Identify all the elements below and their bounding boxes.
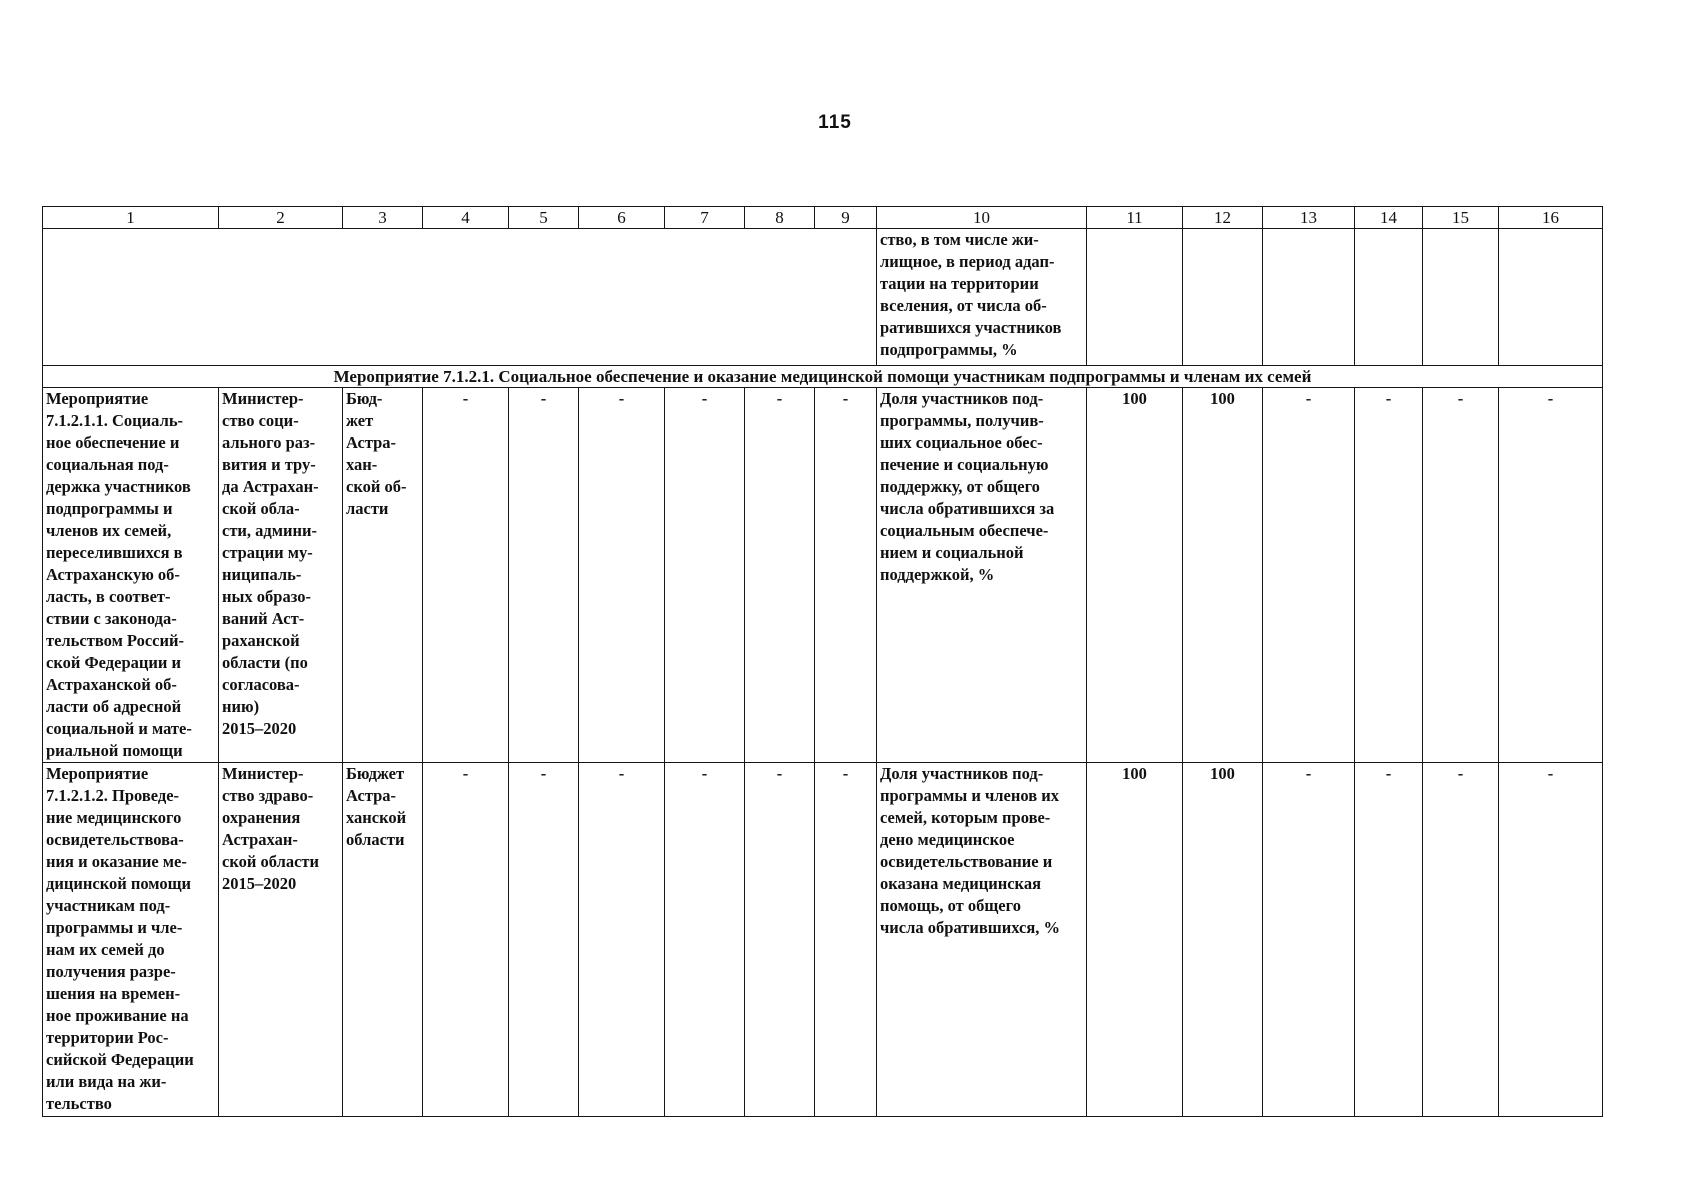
empty-cell — [1087, 229, 1183, 366]
column-number: 11 — [1087, 207, 1183, 229]
empty-cell — [1423, 229, 1499, 366]
table-row — [43, 388, 1603, 763]
section-title: Мероприятие 7.1.2.1. Социальное обеспечение и оказание медицинской помощи участникам подпрограммы и членам их семей — [43, 366, 1603, 388]
value-cell: - — [815, 388, 877, 763]
indicator-text: Доля участников под- программы и членов их семей, которым прове- дено медицинское освидетельствование и оказана медицинская помощь, от общего числа обратившихся, % — [880, 764, 1061, 937]
value-cell: - — [1423, 388, 1499, 763]
value-cell: - — [815, 763, 877, 1117]
value-cell: - — [1263, 388, 1355, 763]
column-number: 6 — [579, 207, 665, 229]
value-cell: - — [579, 763, 665, 1117]
executor-text: Министер- ство здраво- охранения Астрахан- ской области 2015–2020 — [222, 764, 320, 893]
value-cell: - — [1499, 388, 1603, 763]
measure-cell — [43, 763, 219, 1117]
column-number: 4 — [423, 207, 509, 229]
value-cell: - — [423, 763, 509, 1117]
indicator-cell — [877, 388, 1087, 763]
program-table — [42, 206, 1603, 1117]
column-number: 15 — [1423, 207, 1499, 229]
value-cell: - — [579, 388, 665, 763]
value-cell: - — [1263, 763, 1355, 1117]
column-number: 2 — [219, 207, 343, 229]
empty-cell — [1499, 229, 1603, 366]
value-cell: 100 — [1087, 763, 1183, 1117]
column-number: 12 — [1183, 207, 1263, 229]
value-cell: 100 — [1087, 388, 1183, 763]
source-cell — [343, 388, 423, 763]
column-number: 7 — [665, 207, 745, 229]
value-cell: - — [1499, 763, 1603, 1117]
column-number: 3 — [343, 207, 423, 229]
column-number: 8 — [745, 207, 815, 229]
value-cell: - — [665, 388, 745, 763]
indicator-cell — [877, 763, 1087, 1117]
measure-cell — [43, 388, 219, 763]
value-cell: - — [1423, 763, 1499, 1117]
table-row — [43, 763, 1603, 1117]
section-title-row — [43, 366, 1603, 388]
empty-cell — [1263, 229, 1355, 366]
value-cell: - — [423, 388, 509, 763]
value-cell: - — [1355, 388, 1423, 763]
measure-text: Мероприятие 7.1.2.1.2. Проведе- ние медицинского освидетельствова- ния и оказание ме- дицинской помощи участникам под- программы и чле- нам их семей до получения разре- шения на времен- ное проживание на территории Рос- сийской Федерации или вида на жи- тельство — [46, 764, 194, 1113]
value-cell: - — [509, 763, 579, 1117]
value-cell: - — [745, 763, 815, 1117]
value-cell: - — [509, 388, 579, 763]
indicator-text: Доля участников под- программы, получив- ших социальное обес- печение и социальную поддержку, от общего числа обратившихся за социальным обеспече- нием и социальной поддержкой, % — [880, 389, 1055, 584]
value-cell: - — [745, 388, 815, 763]
page-number: 115 — [818, 112, 852, 133]
value-cell: 100 — [1183, 763, 1263, 1117]
column-number: 10 — [877, 207, 1087, 229]
executor-text: Министер- ство соци- ального раз- вития и тру- да Астрахан- ской обла- сти, админи- страции му- ниципаль- ных образо- ваний Аст- раханской области (по согласова- нию) 2015–2020 — [222, 389, 319, 738]
column-number: 13 — [1263, 207, 1355, 229]
continuation-row — [43, 229, 1603, 366]
value-cell: - — [665, 763, 745, 1117]
continuation-empty-cell — [43, 229, 877, 366]
column-number: 9 — [815, 207, 877, 229]
executor-cell — [219, 763, 343, 1117]
column-number-row — [43, 207, 1603, 229]
continuation-indicator-cell — [877, 229, 1087, 366]
source-text: Бюджет Астра- ханской области — [346, 764, 407, 849]
column-number: 5 — [509, 207, 579, 229]
empty-cell — [1355, 229, 1423, 366]
value-cell: - — [1355, 763, 1423, 1117]
column-number: 16 — [1499, 207, 1603, 229]
source-text: Бюд- жет Астра- хан- ской об- ласти — [346, 389, 407, 518]
executor-cell — [219, 388, 343, 763]
value-cell: 100 — [1183, 388, 1263, 763]
column-number: 14 — [1355, 207, 1423, 229]
empty-cell — [1183, 229, 1263, 366]
continuation-indicator-text: ство, в том числе жи- лищное, в период адап- тации на территории вселения, от числа об- ратившихся участников подпрограммы, % — [880, 230, 1062, 359]
measure-text: Мероприятие 7.1.2.1.1. Социаль- ное обеспечение и социальная под- держка участников подпрограммы и членов их семей, переселившихся в Астраханскую об- ласть, в соответ- ствии с законода- тельством Россий- ской Федерации и Астраханской об- ласти об адресной социальной и мате- риальной помощи — [46, 389, 192, 760]
source-cell — [343, 763, 423, 1117]
column-number: 1 — [43, 207, 219, 229]
